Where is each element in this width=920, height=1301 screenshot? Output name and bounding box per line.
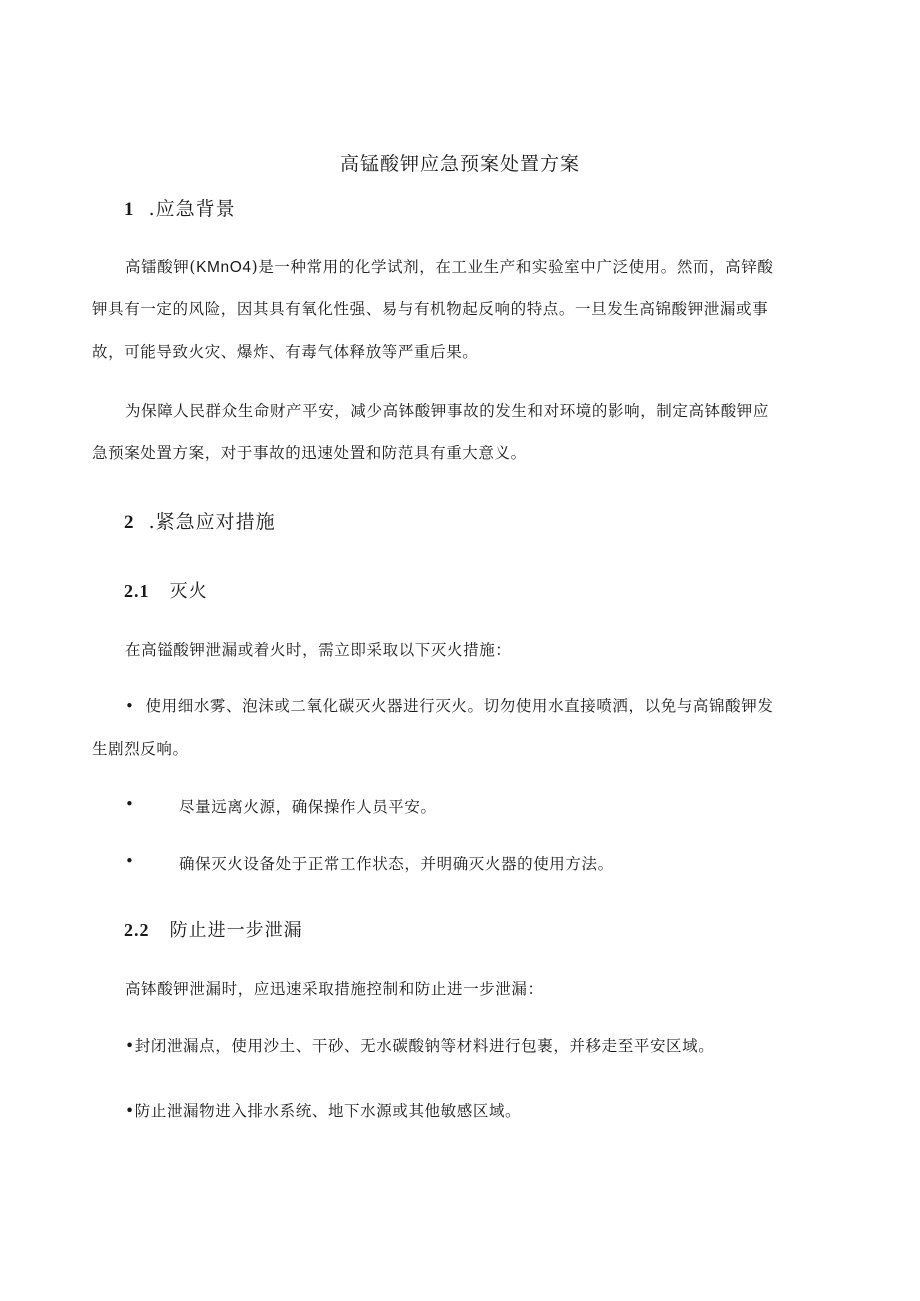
s1-p1-formula: KMnO4 bbox=[196, 259, 252, 276]
section-2-1-title: 灭火 bbox=[169, 581, 208, 602]
s1-p1-suffix: )是一种常用的化学试剂，在工业生产和实验室中广泛使用。然而，高锌酸 bbox=[251, 258, 774, 276]
section-2-title: .紧急应对措施 bbox=[148, 511, 276, 533]
s1-paragraph-2-line-1: 为保障人民群众生命财产平安，减少高钵酸钾事故的发生和对环境的影响，制定高钵酸钾应 bbox=[125, 402, 770, 420]
bullet-icon: • bbox=[125, 697, 135, 715]
bullet-icon: • bbox=[125, 852, 135, 870]
s22-bullet-1: •封闭泄漏点，使用沙土、干砂、无水碳酸钠等材料进行包裹，并移走至平安区域。 bbox=[125, 1037, 715, 1055]
s1-paragraph-1-line-2: 钾具有一定的风险，因其具有氧化性强、易与有机物起反响的特点。一旦发生高锦酸钾泄漏或事 bbox=[92, 300, 769, 318]
section-1-heading bbox=[124, 194, 236, 221]
section-2-2-heading bbox=[124, 916, 303, 942]
s21-bullet-1-line-2: 生剧烈反响。 bbox=[92, 740, 189, 758]
section-2-2-number: 2.2 bbox=[124, 920, 150, 940]
s21-bullet-2-text: 尽量远离火源，确保操作人员平安。 bbox=[179, 798, 437, 816]
s21-bullet-1-line-1 bbox=[125, 694, 773, 716]
section-1-title: .应急背景 bbox=[148, 198, 236, 220]
section-2-number: 2 bbox=[124, 512, 135, 533]
section-2-1-number: 2.1 bbox=[124, 581, 150, 601]
document-title: 高锰酸钾应急预案处置方案 bbox=[339, 153, 580, 175]
s21-bullet-1-text: 使用细水雾、泡沫或二氧化碳灭火器进行灭火。切勿使用水直接喷洒，以免与高锦酸钾发 bbox=[145, 697, 774, 715]
s1-paragraph-1-line-3: 故，可能导致火灾、爆炸、有毒气体释放等严重后果。 bbox=[92, 343, 479, 361]
s1-paragraph-1-line-1 bbox=[125, 255, 773, 277]
s1-paragraph-2-line-2: 急预案处置方案，对于事故的迅速处置和防范具有重大意义。 bbox=[92, 444, 527, 462]
section-1-number: 1 bbox=[124, 199, 135, 220]
section-2-1-heading bbox=[124, 577, 208, 603]
s21-intro: 在高镒酸钾泄漏或着火时，需立即采取以下灭火措施： bbox=[125, 641, 512, 659]
section-2-2-title: 防止进一步泄漏 bbox=[169, 920, 303, 941]
s22-bullet-2: •防止泄漏物进入排水系统、地下水源或其他敏感区域。 bbox=[125, 1102, 522, 1120]
s22-intro: 高钵酸钾泄漏时，应迅速采取措施控制和防止进一步泄漏： bbox=[125, 980, 544, 998]
section-2-heading bbox=[124, 507, 276, 534]
s1-p1-prefix: 高镭酸钾( bbox=[125, 258, 197, 276]
s21-bullet-3-text: 确保灭火设备处于正常工作状态，并明确灭火器的使用方法。 bbox=[179, 855, 614, 873]
bullet-icon: • bbox=[125, 795, 135, 813]
